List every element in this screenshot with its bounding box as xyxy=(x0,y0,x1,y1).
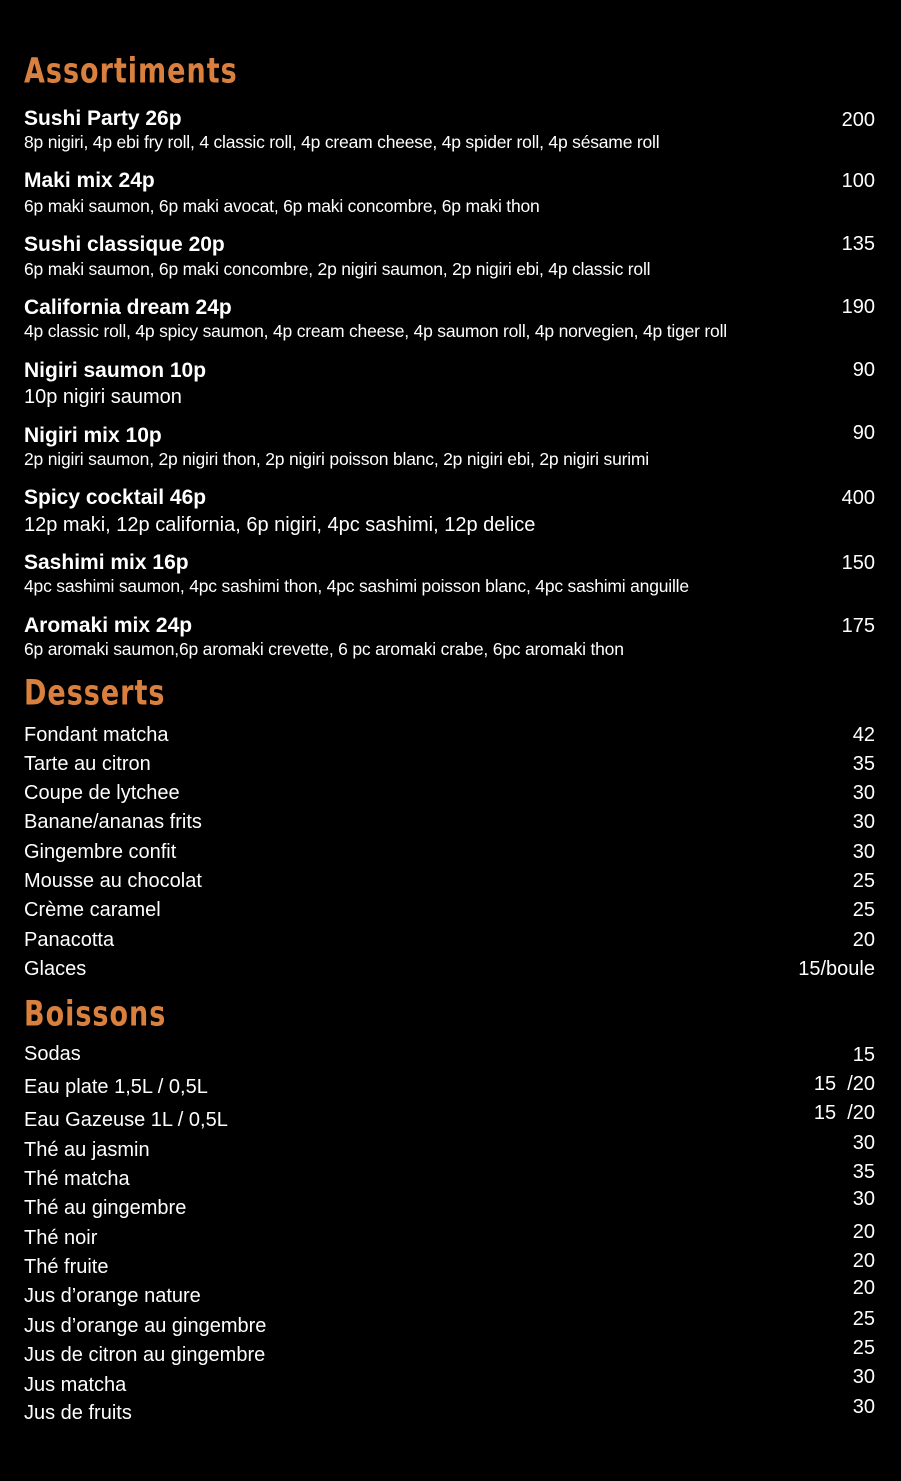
item-description: 4pc sashimi saumon, 4pc sashimi thon, 4pc sashimi poisson blanc, 4pc sashimi anguille xyxy=(24,576,689,596)
item-name: Jus de citron au gingembre xyxy=(24,1344,266,1366)
item-price: 30 xyxy=(852,811,875,833)
item-name: Thé au jasmin xyxy=(24,1139,150,1161)
item-name: Panacotta xyxy=(24,929,115,951)
item-price: 200 xyxy=(841,109,875,131)
item-price: 35 xyxy=(852,1161,875,1183)
item-description: 6p maki saumon, 6p maki concombre, 2p nigiri saumon, 2p nigiri ebi, 4p classic roll xyxy=(24,259,651,279)
item-name: Eau Gazeuse 1L / 0,5L xyxy=(24,1109,228,1131)
item-price: 20 xyxy=(852,1221,875,1243)
item-price: 15/boule xyxy=(798,958,875,980)
item-name: Thé fruite xyxy=(24,1256,109,1278)
section-title-desserts: Desserts xyxy=(24,673,166,714)
item-name: Sushi classique 20p xyxy=(24,233,225,256)
item-name: Maki mix 24p xyxy=(24,169,155,192)
item-name: Glaces xyxy=(24,958,87,980)
item-price: 30 xyxy=(852,1132,875,1154)
item-name: California dream 24p xyxy=(24,296,232,319)
section-title-assortiments: Assortiments xyxy=(24,51,238,92)
item-name: Fondant matcha xyxy=(24,724,169,746)
item-name: Jus de fruits xyxy=(24,1402,132,1424)
item-name: Sushi Party 26p xyxy=(24,107,182,130)
item-price: 15 /20 xyxy=(813,1102,875,1124)
item-price: 25 xyxy=(852,899,875,921)
item-price: 100 xyxy=(841,170,875,192)
item-name: Crème caramel xyxy=(24,899,161,921)
item-name: Eau plate 1,5L / 0,5L xyxy=(24,1076,208,1098)
item-name: Jus d’orange nature xyxy=(24,1285,201,1307)
item-name: Jus matcha xyxy=(24,1374,127,1396)
item-price: 30 xyxy=(852,1366,875,1388)
item-price: 42 xyxy=(852,724,875,746)
item-name: Mousse au chocolat xyxy=(24,870,202,892)
item-description: 6p maki saumon, 6p maki avocat, 6p maki concombre, 6p maki thon xyxy=(24,196,540,216)
item-price: 35 xyxy=(852,753,875,775)
item-name: Jus d’orange au gingembre xyxy=(24,1315,267,1337)
item-description: 4p classic roll, 4p spicy saumon, 4p cream cheese, 4p saumon roll, 4p norvegien, 4p tiger roll xyxy=(24,321,727,341)
section-title-boissons: Boissons xyxy=(24,994,167,1035)
item-price: 175 xyxy=(841,615,875,637)
item-name: Coupe de lytchee xyxy=(24,782,180,804)
item-price: 190 xyxy=(841,296,875,318)
item-description: 12p maki, 12p california, 6p nigiri, 4pc sashimi, 12p delice xyxy=(24,514,536,536)
item-price: 20 xyxy=(852,1250,875,1272)
item-description: 10p nigiri saumon xyxy=(24,386,182,408)
item-price: 20 xyxy=(852,929,875,951)
item-price: 15 /20 xyxy=(813,1073,875,1095)
item-name: Nigiri saumon 10p xyxy=(24,359,207,382)
item-price: 30 xyxy=(852,782,875,804)
item-name: Gingembre confit xyxy=(24,841,177,863)
item-name: Spicy cocktail 46p xyxy=(24,486,207,509)
item-name: Thé au gingembre xyxy=(24,1197,187,1219)
item-description: 2p nigiri saumon, 2p nigiri thon, 2p nigiri poisson blanc, 2p nigiri ebi, 2p nigiri surimi xyxy=(24,449,649,469)
item-name: Tarte au citron xyxy=(24,753,151,775)
item-price: 30 xyxy=(852,841,875,863)
item-price: 400 xyxy=(841,487,875,509)
item-name: Thé matcha xyxy=(24,1168,130,1190)
item-price: 90 xyxy=(852,422,875,444)
item-description: 8p nigiri, 4p ebi fry roll, 4 classic roll, 4p cream cheese, 4p spider roll, 4p sésame roll xyxy=(24,132,660,152)
item-price: 150 xyxy=(841,552,875,574)
item-name: Sashimi mix 16p xyxy=(24,551,189,574)
item-description: 6p aromaki saumon,6p aromaki crevette, 6 pc aromaki crabe, 6pc aromaki thon xyxy=(24,639,624,659)
item-name: Banane/ananas frits xyxy=(24,811,202,833)
item-name: Thé noir xyxy=(24,1227,98,1249)
item-price: 25 xyxy=(852,1308,875,1330)
item-name: Sodas xyxy=(24,1043,81,1065)
item-price: 30 xyxy=(852,1188,875,1210)
item-price: 25 xyxy=(852,870,875,892)
item-price: 15 xyxy=(852,1044,875,1066)
item-price: 20 xyxy=(852,1277,875,1299)
item-name: Nigiri mix 10p xyxy=(24,424,162,447)
item-price: 90 xyxy=(852,359,875,381)
item-price: 135 xyxy=(841,233,875,255)
item-price: 25 xyxy=(852,1337,875,1359)
item-price: 30 xyxy=(852,1396,875,1418)
item-name: Aromaki mix 24p xyxy=(24,614,193,637)
